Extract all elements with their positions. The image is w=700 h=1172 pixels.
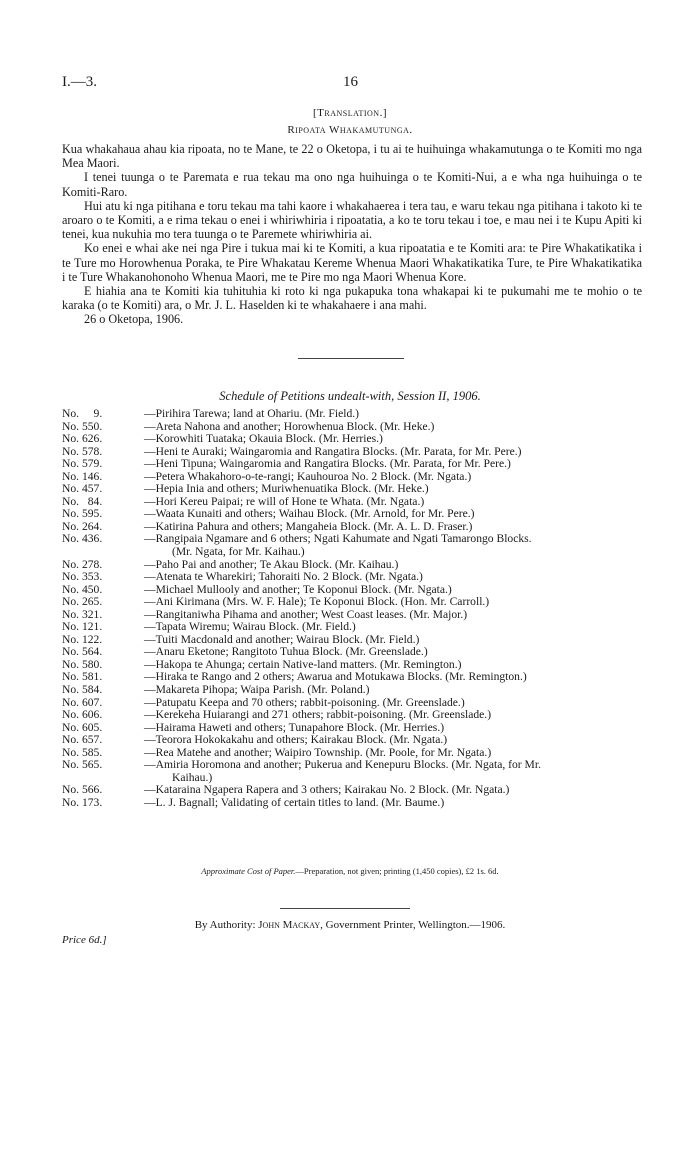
paragraph: E hiahia ana te Komiti kia tuhituhia ki roto ki nga pukapuka tona whakapai ki te pukumahi me te mohio o te karaka (o te Komiti) ara, o Mr. J. L. Haselden ki te whakahaere i ana mahi. — [62, 284, 642, 313]
petition-number: No. 457. — [62, 482, 103, 496]
authority-suffix: Government Printer, Wellington.—1906. — [325, 919, 506, 931]
petition-number: No. 626. — [62, 432, 103, 446]
petition-text: —Pirihira Tarewa; land at Ohariu. (Mr. Field.) — [144, 407, 360, 420]
cost-text: —Preparation, not given; printing (1,450 copies), £2 1s. 6d. — [295, 866, 499, 876]
petition-text: —Heni Tipuna; Waingaromia and Rangatira Blocks. (Mr. Parata, for Mr. Pere.) — [144, 457, 511, 471]
paragraph: Ko enei e whai ake nei nga Pire i tukua mai ki te Komiti, a kua ripoatatia e te Komiti ara: te Pire Whakatikatika i te Ture mo Horowhenua Poraka, te Pire Whakatau Kereme Whenua Maori Whakatikatika Ture, te Pire Whakatikatika i te Ture Whakanohonoho Whenua Maori, me te Pire mo nga Maori Whenua Kore. — [62, 241, 642, 284]
petition-list — [62, 408, 652, 810]
petition-text: —Rangipaia Ngamare and 6 others; Ngati Kahumate and Ngati Tamarongo Blocks. — [144, 532, 532, 546]
petition-text-continued: Kaihau.) — [172, 770, 213, 784]
petition-number: No. 9. — [62, 407, 103, 420]
petition-text-wrap — [144, 533, 652, 558]
petition-text: —L. J. Bagnall; Validating of certain titles to land. (Mr. Baume.) — [144, 795, 445, 809]
petition-number: No. 657. — [62, 733, 103, 747]
petition-text: —Kerekeha Huiarangi and 271 others; rabbit-poisoning. (Mr. Greenslade.) — [144, 708, 492, 722]
petition-text: —Waata Kunaiti and others; Waihau Block. (Mr. Arnold, for Mr. Pere.) — [144, 507, 475, 521]
petition-text: —Rangitaniwha Pihama and another; West Coast leases. (Mr. Major.) — [144, 607, 468, 621]
section-divider — [298, 358, 404, 359]
paragraph: Hui atu ki nga pitihana e toru tekau ma tahi kaore i whakahaerea i tera tau, e waru tekau nga pitihana i takoto ki te aroaro o te Komiti, a e rima tekau o enei i whiriwhiria i ripoatatia, a ko te toru tekau i toe, e mau nei i te Kupu Apiti ki tenei, kua nukuhia mo tera tuunga o te Paremete whiriwhiria ai. — [62, 198, 642, 242]
petition-text: —Atenata te Wharekiri; Tahoraiti No. 2 Block. (Mr. Ngata.) — [144, 570, 423, 584]
petition-number: No. 121. — [62, 620, 103, 634]
cost-label: Approximate Cost of Paper. — [201, 866, 296, 876]
petition-text: —Rea Matehe and another; Waipiro Township. (Mr. Poole, for Mr. Ngata.) — [144, 745, 492, 759]
petition-text: —Paho Pai and another; Te Akau Block. (Mr. Kaihau.) — [144, 557, 399, 571]
petition-text: —Hiraka te Rango and 2 others; Awarua and Motukawa Blocks. (Mr. Remington.) — [144, 670, 527, 684]
document-reference: I.—3. — [62, 74, 97, 90]
petition-text: —Anaru Eketone; Rangitoto Tuhua Block. (Mr. Greenslade.) — [144, 645, 428, 659]
petition-text: —Makareta Pihopa; Waipa Parish. (Mr. Poland.) — [144, 683, 370, 697]
petition-text: —Kataraina Ngapera Rapera and 3 others; Kairakau No. 2 Block. (Mr. Ngata.) — [144, 783, 510, 797]
petition-entry — [62, 759, 652, 784]
petition-text: —Patupatu Keepa and 70 others; rabbit-poisoning. (Mr. Greenslade.) — [144, 695, 465, 709]
petition-text: —Hori Kereu Paipai; re will of Hone te Whata. (Mr. Ngata.) — [144, 494, 425, 508]
petition-text: —Hairama Haweti and others; Tunapahore Block. (Mr. Herries.) — [144, 720, 445, 734]
translation-body — [62, 142, 642, 327]
petition-entry — [62, 533, 652, 558]
petition-number: No. 450. — [62, 582, 103, 596]
petition-number: No. 607. — [62, 695, 103, 709]
petition-number: No. 146. — [62, 469, 103, 483]
petition-text: —Katirina Pahura and others; Mangaheia Block. (Mr. A. L. D. Fraser.) — [144, 519, 473, 533]
petition-number: No. 564. — [62, 645, 103, 659]
petition-text: —Ani Kirimana (Mrs. W. F. Hale); Te Koponui Block. (Hon. Mr. Carroll.) — [144, 595, 490, 609]
petition-number: No. 265. — [62, 595, 103, 609]
schedule-title: Schedule of Petitions undealt-with, Session II, 1906. — [219, 389, 481, 403]
petition-number: No. 173. — [62, 795, 103, 809]
petition-text: —Michael Mullooly and another; Te Koponui Block. (Mr. Ngata.) — [144, 582, 452, 596]
petition-number: No. 585. — [62, 745, 103, 759]
petition-number: No. 278. — [62, 557, 103, 571]
petition-number: No. 580. — [62, 657, 103, 671]
petition-text-wrap — [144, 759, 652, 784]
petition-number: No. 565. — [62, 758, 103, 772]
petition-number: No. 321. — [62, 607, 103, 621]
authority-prefix: By Authority: — [194, 919, 256, 931]
paragraph: I tenei tuunga o te Paremata e rua tekau ma ono nga huihuinga o te Komiti-Nui, a e wha nga huihuinga o te Komiti-Raro. — [62, 170, 642, 199]
petition-number: No. 605. — [62, 720, 103, 734]
cost-note — [0, 866, 700, 876]
footer-divider — [280, 908, 410, 909]
petition-text: —Tapata Wiremu; Wairau Block. (Mr. Field.) — [144, 620, 356, 634]
petition-number: No. 566. — [62, 783, 103, 797]
petition-text-continued: (Mr. Ngata, for Mr. Kaihau.) — [172, 545, 305, 559]
petition-number: No. 353. — [62, 570, 103, 584]
price: Price 6d.] — [62, 934, 107, 946]
petition-text: —Tuiti Macdonald and another; Wairau Block. (Mr. Field.) — [144, 632, 420, 646]
petition-number: No. 584. — [62, 683, 103, 697]
petition-text: —Areta Nahona and another; Horowhenua Block. (Mr. Heke.) — [144, 419, 435, 433]
petition-text: —Hepia Inia and others; Muriwhenuatika Block. (Mr. Heke.) — [144, 482, 429, 496]
page-number: 16 — [343, 74, 358, 90]
petition-text-wrap — [144, 797, 652, 810]
report-title: Ripoata Whakamutunga. — [287, 124, 413, 136]
petition-number: No. 606. — [62, 708, 103, 722]
translation-heading: [Translation.] — [312, 107, 388, 119]
petition-text: —Amiria Horomona and another; Pukerua and Kenepuru Blocks. (Mr. Ngata, for Mr. — [144, 758, 541, 772]
petition-entry — [62, 797, 652, 810]
petition-number: No. 84. — [62, 494, 103, 508]
report-date: 26 o Oketopa, 1906. — [84, 312, 184, 327]
petition-number: No. 578. — [62, 444, 103, 458]
petition-text: —Hakopa te Ahunga; certain Native-land matters. (Mr. Remington.) — [144, 657, 462, 671]
petition-text: —Teorora Hokokakahu and others; Kairakau Block. (Mr. Ngata.) — [144, 733, 448, 747]
petition-number: No. 122. — [62, 632, 103, 646]
printer-name: John Mackay, — [258, 919, 323, 931]
paragraph: Kua whakahaua ahau kia ripoata, no te Mane, te 22 o Oketopa, i tu ai te huihuinga whakamutunga o te Komiti mo nga Mea Maori. — [62, 142, 642, 171]
petition-number: No. 436. — [62, 532, 103, 546]
petition-number: No. 264. — [62, 519, 103, 533]
petition-text: —Heni te Auraki; Waingaromia and Rangatira Blocks. (Mr. Parata, for Mr. Pere.) — [144, 444, 522, 458]
petition-text: —Korowhiti Tuataka; Okauia Block. (Mr. Herries.) — [144, 432, 383, 446]
petition-text: —Petera Whakahoro-o-te-rangi; Kauhouroa No. 2 Block. (Mr. Ngata.) — [144, 469, 472, 483]
authority-line — [0, 919, 700, 931]
petition-number: No. 581. — [62, 670, 103, 684]
petition-number: No. 550. — [62, 419, 103, 433]
petition-number: No. 595. — [62, 507, 103, 521]
petition-number: No. 579. — [62, 457, 103, 471]
